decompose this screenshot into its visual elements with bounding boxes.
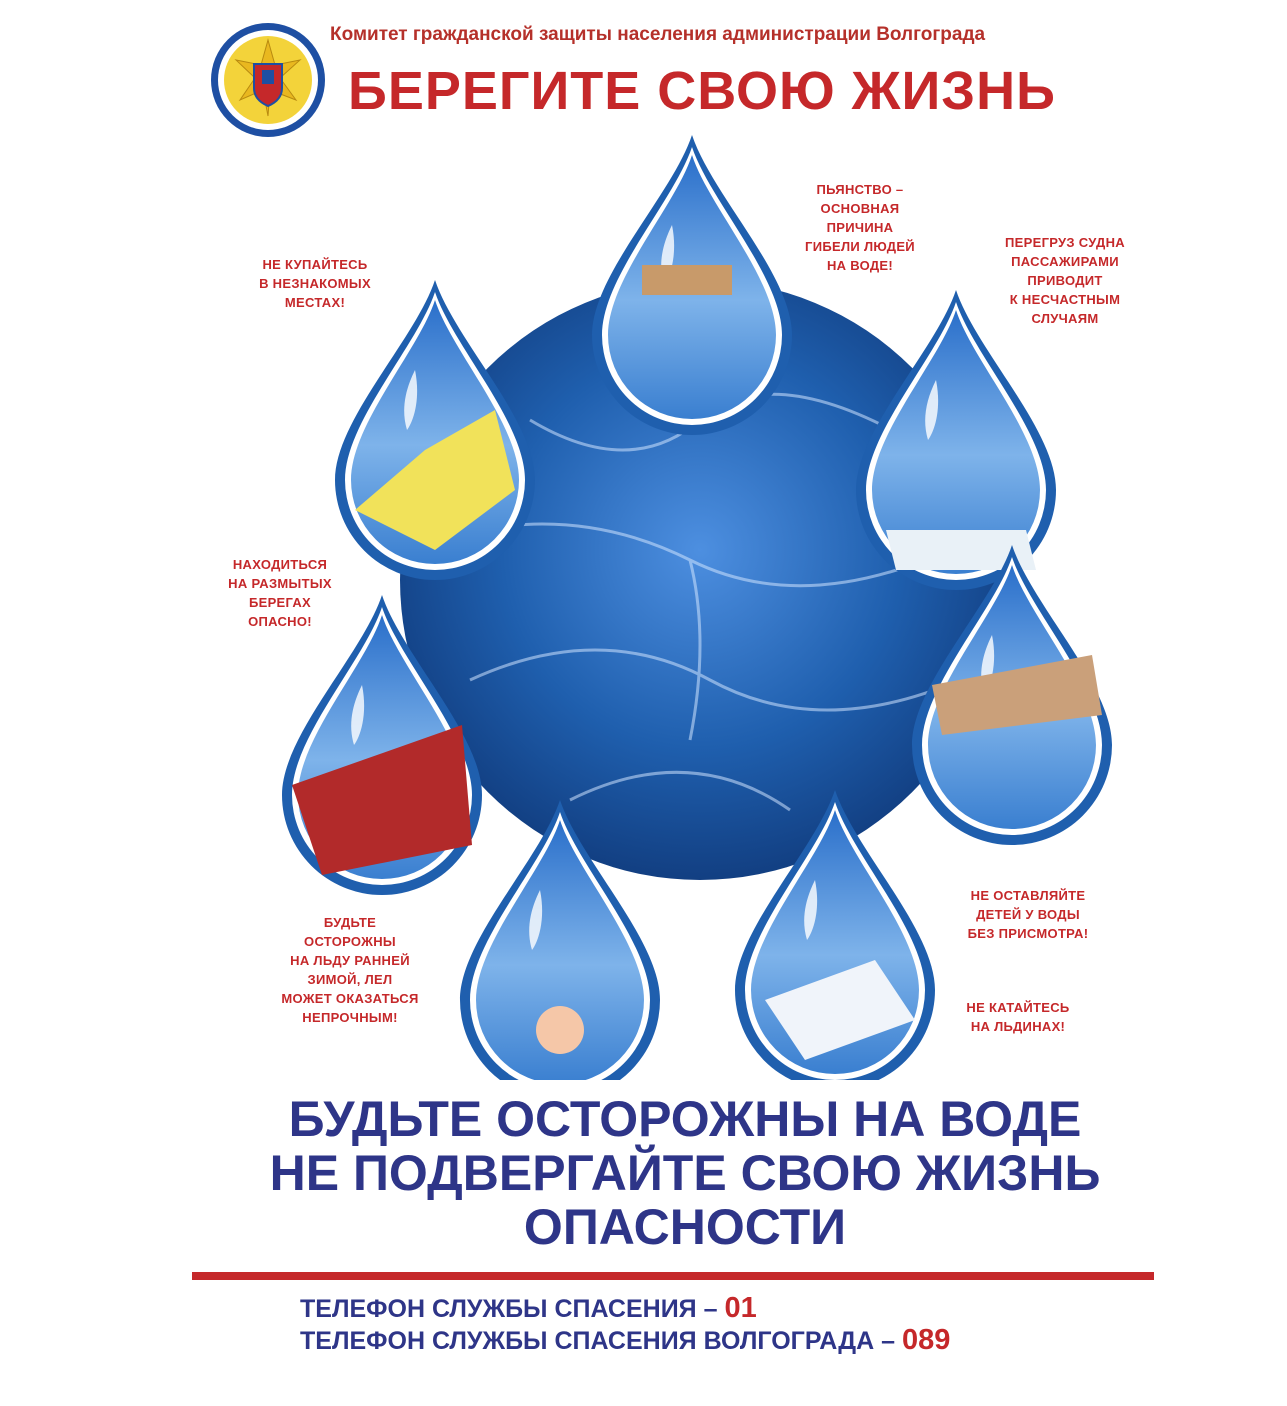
volgograd-phone-number[interactable]: 089 [901,1324,951,1356]
drop-drunk [592,135,792,435]
divider-line [192,1272,1154,1280]
caption-children: НЕ ОСТАВЛЯЙТЕ ДЕТЕЙ У ВОДЫ БЕЗ ПРИСМОТРА! [967,888,1089,941]
slogan-line-3: ОПАСНОСТИ [523,1199,847,1255]
caption-floes: НЕ КАТАЙТЕСЬ НА ЛЬДИНАХ! [966,1000,1070,1034]
volgograd-phone-label: ТЕЛЕФОН СЛУЖБЫ СПАСЕНИЯ ВОЛГОГРАДА – [300,1327,896,1355]
caption-ice: БУДЬТЕ ОСТОРОЖНЫ НА ЛЬДУ РАННЕЙ ЗИМОЙ, ЛЕЛ МОЖЕТ ОКАЗАТЬСЯ НЕПРОЧНЫМ! [281,915,419,1025]
page-title: БЕРЕГИТЕ СВОЮ ЖИЗНЬ [348,61,1056,121]
drop-strangers [335,280,535,580]
caption-drunk: ПЬЯНСТВО – ОСНОВНАЯ ПРИЧИНА ГИБЕЛИ ЛЮДЕЙ НА ВОДЕ! [805,182,915,273]
caption-banks: НАХОДИТЬСЯ НА РАЗМЫТЫХ БЕРЕГАХ ОПАСНО! [228,557,332,629]
drop-overload [856,290,1056,590]
rescue-phone-number[interactable]: 01 [724,1292,757,1324]
rescue-phone-label: ТЕЛЕФОН СЛУЖБЫ СПАСЕНИЯ – [300,1295,718,1323]
caption-strangers: НЕ КУПАЙТЕСЬ В НЕЗНАКОМЫХ МЕСТАХ! [259,257,371,310]
slogan-line-1: БУДЬТЕ ОСТОРОЖНЫ НА ВОДЕ [288,1091,1082,1147]
slogan-line-2: НЕ ПОДВЕРГАЙТЕ СВОЮ ЖИЗНЬ [269,1145,1101,1201]
caption-overload: ПЕРЕГРУЗ СУДНА ПАССАЖИРАМИ ПРИВОДИТ К НЕСЧАСТНЫМ СЛУЧАЯМ [1005,235,1125,326]
committee-name: Комитет гражданской защиты населения администрации Волгограда [330,24,986,45]
rescue-phone-line [300,1292,757,1325]
volgograd-phone-line [300,1324,950,1357]
